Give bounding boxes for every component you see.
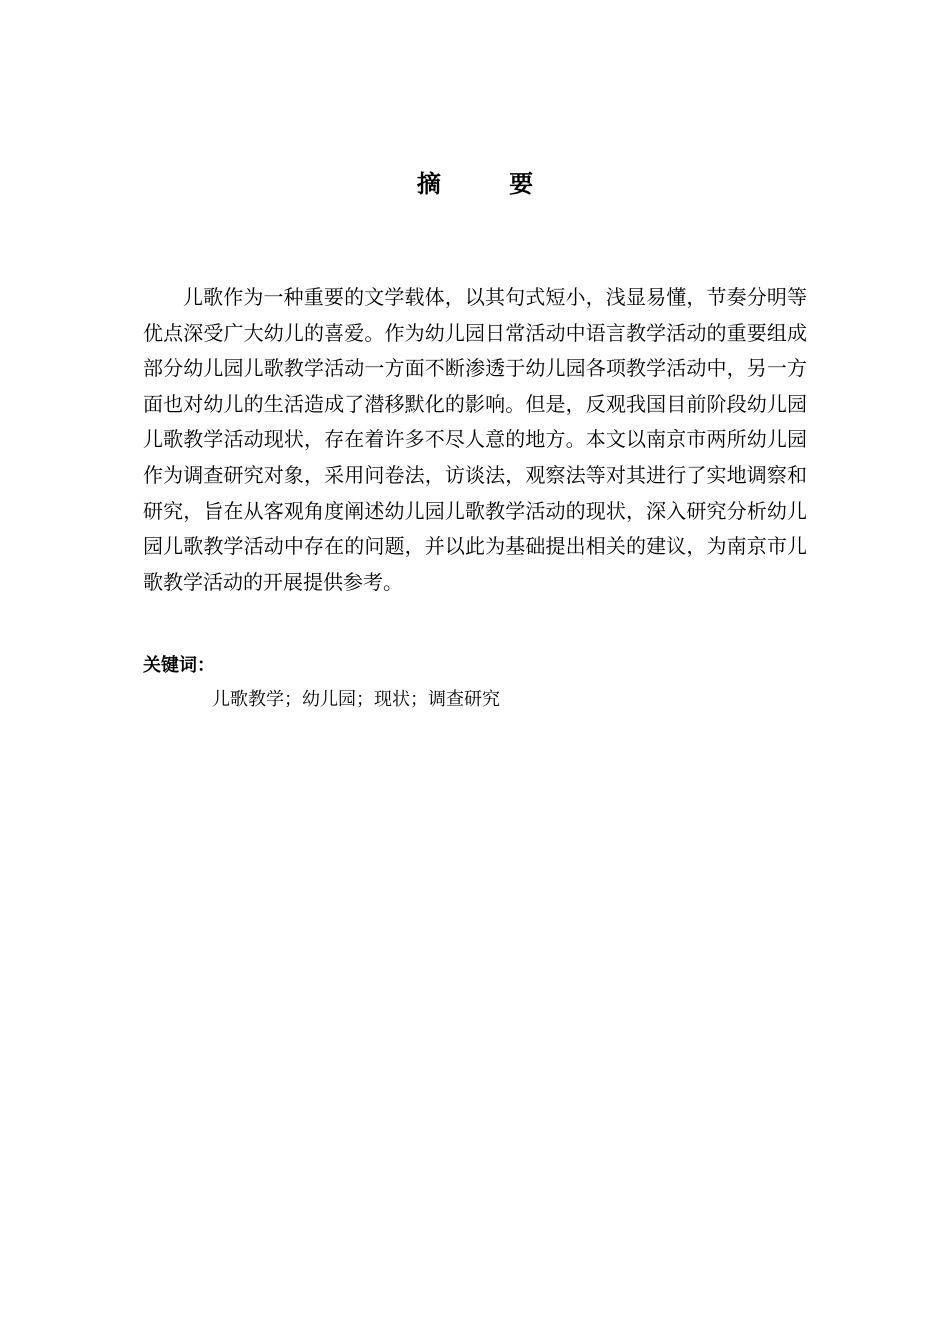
abstract-title: 摘 要	[416, 170, 564, 198]
abstract-body: 儿歌作为一种重要的文学载体，以其句式短小，浅显易懂，节奏分明等优点深受广大幼儿的喜爱。作为幼儿园日常活动中语言教学活动的重要组成部分幼儿园儿歌教学活动一方面不断渗透于幼儿园各项教学活动中，另一方面也对幼儿的生活造成了潜移默化的影响。但是，反观我国目前阶段幼儿园儿歌教学活动现状，存在着许多不尽人意的地方。本文以南京市两所幼儿园作为调查研究对象，采用问卷法，访谈法，观察法等对其进行了实地调察和研究，旨在从客观角度阐述幼儿园儿歌教学活动的现状，深入研究分析幼儿园儿歌教学活动中存在的问题，并以此为基础提出相关的建议，为南京市儿歌教学活动的开展提供参考。	[143, 285, 807, 594]
keywords-list: 儿歌教学；幼儿园；现状；调查研究	[212, 689, 500, 710]
keywords-label: 关键词：	[143, 655, 215, 676]
